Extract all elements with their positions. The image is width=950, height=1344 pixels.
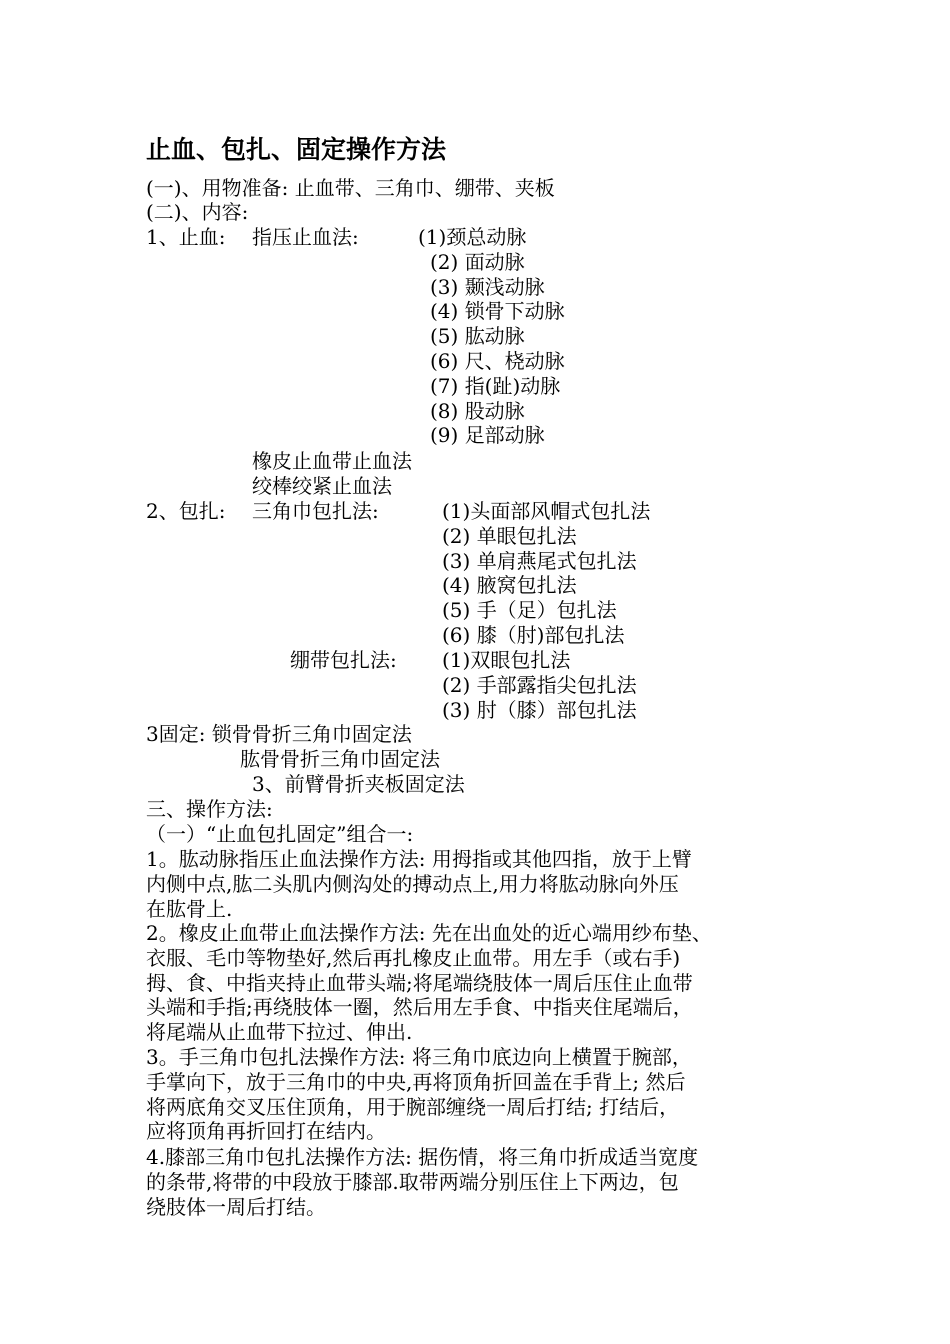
- paragraph-line: 拇、食、中指夹持止血带头端;将尾端绕肢体一周后压住止血带: [146, 970, 693, 995]
- list-item: (3) 单肩燕尾式包扎法: [442, 548, 637, 573]
- paragraph-line: 绕肢体一周后打结。: [146, 1194, 326, 1219]
- list-item: (2) 手部露指尖包扎法: [442, 672, 637, 697]
- fixation-line-3: 3、前臂骨折夹板固定法: [252, 772, 465, 796]
- list-item: (1)颈总动脉: [418, 225, 527, 249]
- fixation-line-2: 肱骨骨折三角巾固定法: [240, 747, 440, 771]
- paragraph-line: 手掌向下，放于三角巾的中央,再将顶角折回盖在手背上; 然后: [146, 1069, 686, 1094]
- list-item: (1)头面部风帽式包扎法: [442, 499, 651, 523]
- paragraph-line: 将两底角交叉压住顶角，用于腕部缠绕一周后打结; 打结后，: [146, 1094, 680, 1119]
- list-item: (1)双眼包扎法: [442, 648, 571, 672]
- combo-header: （一）“止血包扎固定”组合一:: [146, 822, 414, 846]
- roller-bandage-label: 绷带包扎法:: [290, 648, 397, 672]
- paragraph-line: 衣服、毛巾等物垫好,然后再扎橡皮止血带。用左手（或右手): [146, 945, 681, 970]
- roller-bandage-list: [442, 648, 637, 722]
- paragraph-1: [146, 847, 692, 921]
- rubber-tourniquet-line: 橡皮止血带止血法: [252, 449, 412, 473]
- list-item: (4) 腋窝包扎法: [442, 573, 577, 598]
- paragraph-line: 将尾端从止血带下拉过、伸出.: [146, 1020, 413, 1045]
- list-item: (6) 尺、桡动脉: [430, 348, 565, 373]
- list-item: (2) 单眼包扎法: [442, 523, 577, 548]
- list-item: (2) 面动脉: [430, 249, 525, 274]
- list-item: (7) 指(趾)动脉: [430, 373, 561, 398]
- methods-header: 三、操作方法:: [146, 797, 273, 821]
- paragraph-line: 3。手三角巾包扎法操作方法: 将三角巾底边向上横置于腕部，: [146, 1045, 692, 1069]
- list-item: (3) 肘（膝）部包扎法: [442, 697, 637, 722]
- paragraph-line: 内侧中点,肱二头肌内侧沟处的搏动点上,用力将肱动脉向外压: [146, 871, 679, 896]
- fixation-line-1: 3固定: 锁骨骨折三角巾固定法: [146, 722, 412, 746]
- list-item: (8) 股动脉: [430, 398, 525, 423]
- paragraph-3: [146, 1045, 692, 1144]
- finger-pressure-label: 指压止血法:: [252, 225, 359, 249]
- paragraph-4: [146, 1145, 698, 1219]
- triangle-bandage-list: [442, 499, 650, 648]
- paragraph-line: 1。肱动脉指压止血法操作方法: 用拇指或其他四指，放于上臂: [146, 847, 692, 871]
- paragraph-line: 应将顶角再折回打在结内。: [146, 1119, 386, 1144]
- hemostasis-label: 1、止血:: [146, 225, 226, 249]
- page-title: 止血、包扎、固定操作方法: [146, 135, 447, 164]
- bandage-label: 2、包扎:: [146, 499, 226, 523]
- list-item: (3) 颞浅动脉: [430, 274, 545, 299]
- list-item: (5) 手（足）包扎法: [442, 598, 617, 623]
- paragraph-line: 4.膝部三角巾包扎法操作方法: 据伤情，将三角巾折成适当宽度: [146, 1145, 699, 1169]
- paragraph-2: [146, 921, 712, 1045]
- content-header: (二)、内容:: [146, 200, 249, 224]
- paragraph-line: 在肱骨上.: [146, 896, 233, 921]
- prep-line: (一)、用物准备: 止血带、三角巾、绷带、夹板: [146, 176, 555, 200]
- list-item: (5) 肱动脉: [430, 324, 525, 349]
- paragraph-line: 的条带,将带的中段放于膝部.取带两端分别压住上下两边，包: [146, 1169, 679, 1194]
- list-item: (9) 足部动脉: [430, 423, 545, 448]
- list-item: (4) 锁骨下动脉: [430, 299, 565, 324]
- triangle-bandage-label: 三角巾包扎法:: [252, 499, 379, 523]
- twist-stick-line: 绞棒绞紧止血法: [252, 474, 392, 498]
- finger-pressure-list: [418, 225, 565, 448]
- list-item: (6) 膝（肘)部包扎法: [442, 622, 625, 647]
- paragraph-line: 2。橡皮止血带止血法操作方法: 先在出血处的近心端用纱布垫、: [146, 921, 712, 945]
- paragraph-line: 头端和手指;再绕肢体一圈，然后用左手食、中指夹住尾端后，: [146, 995, 693, 1020]
